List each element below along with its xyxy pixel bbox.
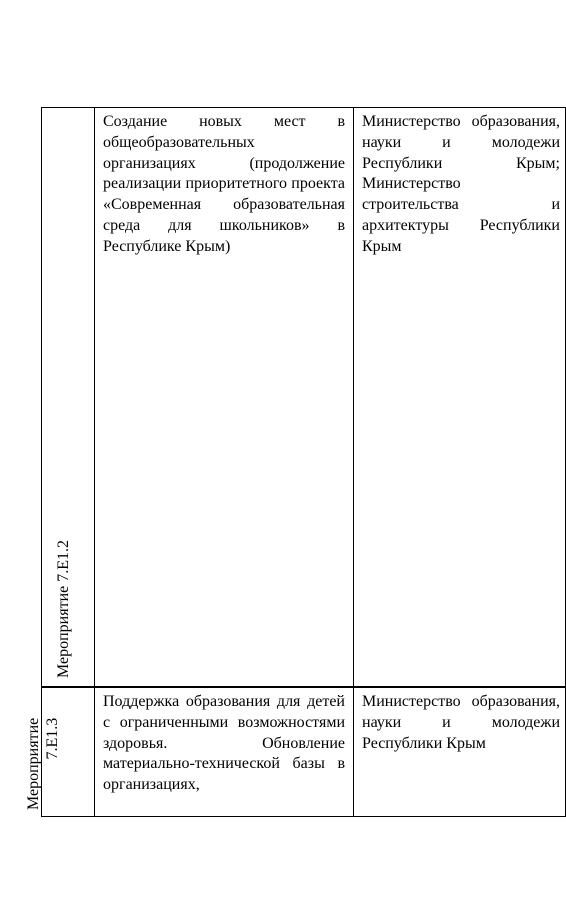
event-id-label-wrap	[42, 108, 95, 686]
table-row	[25, 687, 566, 817]
event-id-cell	[25, 688, 95, 816]
table-row	[41, 107, 566, 687]
event-description: Поддержка образования для детей с ограниченными возможностями здоровья. Обновление материально-технической базы в организациях,	[103, 693, 345, 794]
event-id-label-wrap	[25, 688, 95, 816]
responsible-executor: Министерство образования, науки и молодежи Республики Крым; Министерство строительства и архитектуры Республики Крым	[362, 113, 560, 255]
event-id-label: Мероприятие 7.Е1.2	[55, 539, 72, 678]
document-table	[25, 107, 566, 817]
event-id-label-line1: Мероприятие	[25, 717, 42, 810]
responsible-executor: Министерство образования, науки и молодежи Республики Крым	[362, 693, 560, 752]
responsible-cell	[353, 688, 566, 816]
event-id-label-line2: 7.Е1.3	[44, 717, 61, 760]
event-description-cell	[95, 688, 354, 816]
event-description-cell	[95, 108, 354, 686]
responsible-cell	[353, 108, 566, 686]
event-id-cell	[42, 108, 95, 686]
event-id-label	[24, 718, 62, 810]
event-description: Создание новых мест в общеобразовательных организациях (продолжение реализации приоритетного проекта «Современная образовательная среда для школьников» в Республике Крым)	[103, 113, 345, 255]
